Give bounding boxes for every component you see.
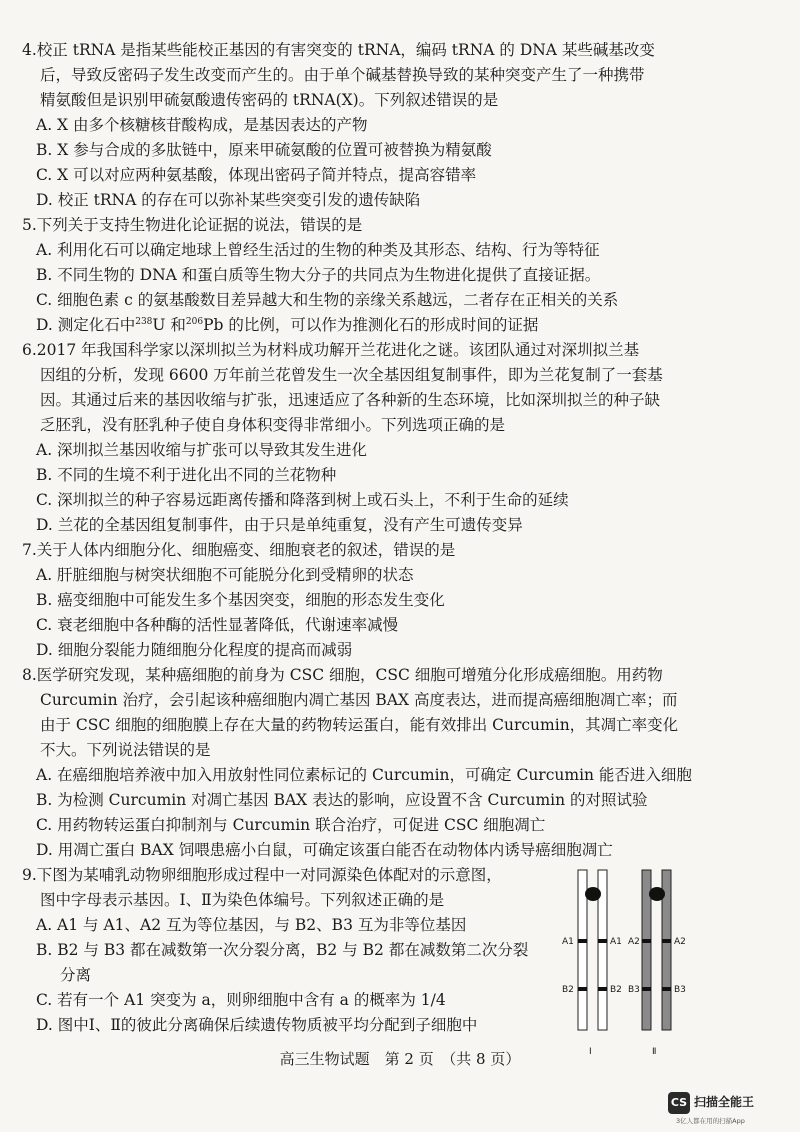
option-c: C. 细胞色素 c 的氨基酸数目差异越大和生物的亲缘关系越远，二者存在正相关的关系: [36, 291, 619, 309]
gene-band: [642, 987, 651, 991]
question-stem-line: 因组的分析，发现 6600 万年前兰花曾发生一次全基因组复制事件，即为兰花复制了一套基: [40, 366, 663, 384]
gene-band: [662, 939, 671, 943]
option-d: D. 兰花的全基因组复制事件，由于只是单纯重复，没有产生可遗传变异: [36, 516, 523, 534]
question-8: [22, 663, 782, 863]
option-b: B. 癌变细胞中可能发生多个基因突变，细胞的形态发生变化: [36, 591, 445, 609]
gene-label: B2: [562, 985, 574, 995]
chromosome-svg: [548, 862, 708, 1072]
question-7: [22, 538, 782, 663]
question-stem-line: 不大。下列说法错误的是: [40, 741, 211, 759]
option-d: D. 细胞分裂能力随细胞分化程度的提高而减弱: [36, 641, 353, 659]
homologous-chromosome-diagram: [548, 862, 708, 1072]
question-stem-line: 乏胚乳，没有胚乳种子使自身体积变得非常细小。下列选项正确的是: [40, 416, 506, 434]
option-b-continued: 分离: [60, 966, 92, 984]
gene-label: A2: [674, 937, 686, 947]
gene-band: [598, 987, 607, 991]
option-a: A. 利用化石可以确定地球上曾经生活过的生物的种类及其形态、结构、行为等特征: [36, 241, 600, 259]
gene-label: A1: [562, 937, 574, 947]
question-stem-line: 由于 CSC 细胞的细胞膜上存在大量的药物转运蛋白，能有效排出 Curcumin，其凋亡率变化: [40, 716, 679, 734]
gene-band: [578, 939, 587, 943]
option-d-mid: U 和: [152, 316, 186, 334]
centromere-ii: [649, 887, 665, 901]
gene-band: [642, 939, 651, 943]
question-stem-line: Curcumin 治疗，会引起该种癌细胞内凋亡基因 BAX 高度表达，进而提高癌细胞凋亡率；而: [40, 691, 678, 709]
option-d-post: Pb 的比例，可以作为推测化石的形成时间的证据: [203, 316, 539, 334]
question-4: [22, 38, 782, 213]
option-a: A. 深圳拟兰基因收缩与扩张可以导致其发生进化: [36, 441, 368, 459]
chromosome-label-ii: Ⅱ: [652, 1047, 657, 1057]
option-d: D. 图中Ⅰ、Ⅱ的彼此分离确保后续遗传物质被平均分配到子细胞中: [36, 1016, 478, 1034]
question-stem-line: 精氨酸但是识别甲硫氨酸遗传密码的 tRNA(X)。下列叙述错误的是: [40, 91, 499, 109]
camscanner-logo-icon: CS: [668, 1092, 690, 1114]
option-b: B. 不同生物的 DNA 和蛋白质等生物大分子的共同点为生物进化提供了直接证据。: [36, 266, 601, 284]
option-c: C. 若有一个 A1 突变为 a，则卵细胞中含有 a 的概率为 1/4: [36, 991, 446, 1009]
option-a: A. X 由多个核糖核苷酸构成，是基因表达的产物: [36, 116, 368, 134]
question-stem-line: 6.2017 年我国科学家以深圳拟兰为材料成功解开兰花进化之谜。该团队通过对深圳拟兰基: [22, 341, 640, 359]
question-stem-line: 7.关于人体内细胞分化、细胞癌变、细胞衰老的叙述，错误的是: [22, 541, 456, 559]
gene-label: A1: [610, 937, 622, 947]
chromosome-label-i: Ⅰ: [589, 1047, 592, 1057]
question-stem-line: 后，导致反密码子发生改变而产生的。由于单个碱基替换导致的某种突变产生了一种携带: [40, 66, 645, 84]
option-b: B. B2 与 B3 都在减数第一次分裂分离，B2 与 B2 都在减数第二次分裂: [36, 941, 529, 959]
option-a: A. A1 与 A1、A2 互为等位基因，与 B2、B3 互为非等位基因: [36, 916, 467, 934]
option-c: C. 深圳拟兰的种子容易远距离传播和降落到树上或石头上，不利于生命的延续: [36, 491, 569, 509]
option-b: B. X 参与合成的多肽链中，原来甲硫氨酸的位置可被替换为精氨酸: [36, 141, 492, 159]
gene-band: [662, 987, 671, 991]
watermark-app-name: 扫描全能王: [694, 1095, 755, 1109]
gene-band: [598, 939, 607, 943]
question-stem-line: 9.下图为某哺乳动物卵细胞形成过程中一对同源染色体配对的示意图，: [22, 866, 502, 884]
question-5: [22, 213, 782, 338]
question-stem-line: 8.医学研究发现，某种癌细胞的前身为 CSC 细胞，CSC 细胞可增殖分化形成癌细胞。用药物: [22, 666, 663, 684]
option-d: D. 校正 tRNA 的存在可以弥补某些突变引发的遗传缺陷: [36, 191, 421, 209]
isotope-mass-206: 206: [185, 316, 204, 327]
option-a: A. 肝脏细胞与树突状细胞不可能脱分化到受精卵的状态: [36, 566, 414, 584]
question-6: [22, 338, 782, 538]
gene-label: B3: [674, 985, 686, 995]
option-d-pre: D. 测定化石中: [36, 316, 136, 334]
gene-label: B3: [628, 985, 640, 995]
option-c: C. 用药物转运蛋白抑制剂与 Curcumin 联合治疗，可促进 CSC 细胞凋亡: [36, 816, 546, 834]
question-stem-line: 因。其通过后来的基因收缩与扩张，迅速适应了各种新的生态环境，比如深圳拟兰的种子缺: [40, 391, 661, 409]
question-stem-line: 5.下列关于支持生物进化论证据的说法，错误的是: [22, 216, 363, 234]
gene-label: A2: [628, 937, 640, 947]
option-a: A. 在癌细胞培养液中加入用放射性同位素标记的 Curcumin，可确定 Curcumin 能否进入细胞: [36, 766, 692, 784]
centromere-i: [585, 887, 601, 901]
question-stem-line: 4.校正 tRNA 是指某些能校正基因的有害突变的 tRNA，编码 tRNA 的 DNA 某些碱基改变: [22, 41, 655, 59]
option-b: B. 不同的生境不利于进化出不同的兰花物种: [36, 466, 337, 484]
option-d: D. 用凋亡蛋白 BAX 饲喂患癌小白鼠，可确定该蛋白能否在动物体内诱导癌细胞凋亡: [36, 841, 613, 859]
page-footer: 高三生物试题 第 2 页 （共 8 页）: [279, 1050, 521, 1068]
watermark-tagline: 3亿人都在用的扫描App: [676, 1117, 745, 1125]
question-stem-line: 图中字母表示基因。Ⅰ、Ⅱ为染色体编号。下列叙述正确的是: [40, 891, 445, 909]
option-b: B. 为检测 Curcumin 对凋亡基因 BAX 表达的影响，应设置不含 Curcumin 的对照试验: [36, 791, 648, 809]
scanner-watermark: [668, 1090, 778, 1126]
gene-band: [578, 987, 587, 991]
option-d: [22, 313, 782, 338]
option-c: C. 衰老细胞中各种酶的活性显著降低，代谢速率减慢: [36, 616, 399, 634]
isotope-mass-238: 238: [135, 316, 153, 327]
gene-label: B2: [610, 985, 622, 995]
option-c: C. X 可以对应两种氨基酸，体现出密码子简并特点，提高容错率: [36, 166, 477, 184]
